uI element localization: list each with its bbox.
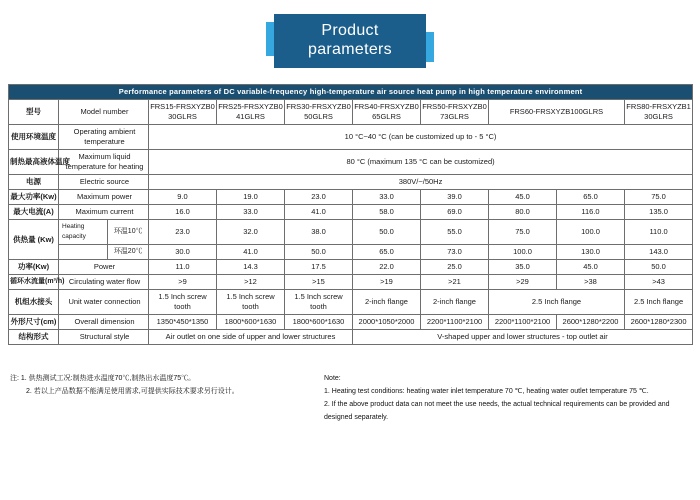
cell-heating-capacity-10c: 110.0 bbox=[625, 220, 693, 245]
model-cell: FRS30-FRSXYZB050GLRS bbox=[285, 100, 353, 125]
cell-maximum-power: 33.0 bbox=[353, 190, 421, 205]
row-value-ambient-temperature: 10 °C~40 °C (can be customized up to - 5 °C) bbox=[149, 125, 693, 150]
table-row-model bbox=[9, 100, 693, 125]
cell-power: 50.0 bbox=[625, 260, 693, 275]
row-label-en-maximum-power: Maximum power bbox=[59, 190, 149, 205]
note-cn-line: 2. 若以上产品数据不能满足使用需求,可提供实际技术要求另行设计。 bbox=[26, 388, 239, 395]
cell-power: 25.0 bbox=[421, 260, 489, 275]
row-label-cn-overall-dimension: 外形尺寸(cm) bbox=[9, 315, 59, 330]
row-label-cn-model: 型号 bbox=[9, 100, 59, 125]
cell-heating-capacity-10c: 75.0 bbox=[489, 220, 557, 245]
table-row-electric-source bbox=[9, 175, 693, 190]
cell-maximum-current: 16.0 bbox=[149, 205, 217, 220]
cell-maximum-power: 75.0 bbox=[625, 190, 693, 205]
cell-maximum-current: 135.0 bbox=[625, 205, 693, 220]
cell-heating-capacity-20c: 143.0 bbox=[625, 245, 693, 260]
cell-maximum-power: 39.0 bbox=[421, 190, 489, 205]
cell-unit-water-connection: 2-inch flange bbox=[421, 290, 489, 315]
cell-circulating-water-flow: >29 bbox=[489, 275, 557, 290]
row-label-en-unit-water-connection: Unit water connection bbox=[59, 290, 149, 315]
cell-maximum-current: 33.0 bbox=[217, 205, 285, 220]
cell-heating-capacity-20c: 100.0 bbox=[489, 245, 557, 260]
cell-overall-dimension: 2200*1100*2100 bbox=[489, 315, 557, 330]
row-label-cn-maximum-current: 最大电流(A) bbox=[9, 205, 59, 220]
cell-maximum-power: 9.0 bbox=[149, 190, 217, 205]
table-row-maximum-power bbox=[9, 190, 693, 205]
cell-overall-dimension: 2600*1280*2200 bbox=[557, 315, 625, 330]
row-label-cn-ambient-temperature: 使用环境温度 bbox=[9, 125, 59, 150]
cell-maximum-power: 19.0 bbox=[217, 190, 285, 205]
cell-heating-capacity-20c: 41.0 bbox=[217, 245, 285, 260]
table-row-max-liquid-temperature bbox=[9, 150, 693, 175]
heating-capacity-sub-label-20c: 环温20℃ bbox=[113, 248, 143, 255]
cell-overall-dimension: 1350*450*1350 bbox=[149, 315, 217, 330]
cell-maximum-current: 58.0 bbox=[353, 205, 421, 220]
model-cell: FRS80-FRSXYZB130GLRS bbox=[625, 100, 693, 125]
cell-heating-capacity-20c: 65.0 bbox=[353, 245, 421, 260]
row-value-max-liquid-temperature: 80 °C (maximum 135 °C can be customized) bbox=[149, 150, 693, 175]
cell-power: 35.0 bbox=[489, 260, 557, 275]
cell-heating-capacity-10c: 38.0 bbox=[285, 220, 353, 245]
cell-structural-style: V-shaped upper and lower structures - top outlet air bbox=[353, 330, 693, 345]
row-label-en-model: Model number bbox=[59, 100, 149, 125]
table-caption-row bbox=[9, 85, 693, 100]
cell-circulating-water-flow: >38 bbox=[557, 275, 625, 290]
page-title bbox=[274, 14, 426, 68]
cell-unit-water-connection: 1.5 Inch screw tooth bbox=[285, 290, 353, 315]
cell-circulating-water-flow: >21 bbox=[421, 275, 489, 290]
cell-unit-water-connection: 1.5 Inch screw tooth bbox=[217, 290, 285, 315]
cell-maximum-current: 116.0 bbox=[557, 205, 625, 220]
cell-heating-capacity-20c: 30.0 bbox=[149, 245, 217, 260]
cell-overall-dimension: 2600*1280*2300 bbox=[625, 315, 693, 330]
page-title-line1: Product bbox=[321, 22, 379, 39]
table-row-maximum-current bbox=[9, 205, 693, 220]
table-row-circulating-water-flow bbox=[9, 275, 693, 290]
row-label-cn-maximum-power: 最大功率(Kw) bbox=[9, 190, 59, 205]
note-en-line: 1. Heating test conditions: heating water inlet temperature 70 ℃, heating water outlet temperature 75 ℃. bbox=[324, 388, 649, 395]
page-title-line2: parameters bbox=[308, 41, 392, 58]
table-row-heating-capacity-10c bbox=[9, 220, 693, 245]
cell-circulating-water-flow: >19 bbox=[353, 275, 421, 290]
cell-power: 45.0 bbox=[557, 260, 625, 275]
cell-circulating-water-flow: >12 bbox=[217, 275, 285, 290]
cell-heating-capacity-20c: 50.0 bbox=[285, 245, 353, 260]
model-cell: FRS40-FRSXYZB065GLRS bbox=[353, 100, 421, 125]
row-label-en-max-liquid-temperature: Maximum liquid temperature for heating bbox=[59, 150, 149, 175]
table-row-heating-capacity-20c bbox=[9, 245, 693, 260]
cell-power: 22.0 bbox=[353, 260, 421, 275]
cell-heating-capacity-10c: 55.0 bbox=[421, 220, 489, 245]
note-en-line: Note: bbox=[324, 375, 341, 382]
heating-capacity-en-label: Heating capacity bbox=[59, 220, 108, 244]
notes-section bbox=[10, 372, 694, 424]
cell-heating-capacity-20c: 73.0 bbox=[421, 245, 489, 260]
cell-unit-water-connection: 2.5 Inch flange bbox=[625, 290, 693, 315]
cell-power: 11.0 bbox=[149, 260, 217, 275]
cell-unit-water-connection: 2-inch flange bbox=[353, 290, 421, 315]
row-label-en-structural-style: Structural style bbox=[59, 330, 149, 345]
title-accent-right-bar bbox=[426, 32, 434, 62]
cell-overall-dimension: 1800*600*1630 bbox=[285, 315, 353, 330]
cell-heating-capacity-10c: 50.0 bbox=[353, 220, 421, 245]
row-label-en-ambient-temperature: Operating ambient temperature bbox=[59, 125, 149, 150]
cell-circulating-water-flow: >9 bbox=[149, 275, 217, 290]
row-label-cn-heating-capacity: 供热量 (Kw) bbox=[9, 220, 59, 260]
table-row-power bbox=[9, 260, 693, 275]
model-cell: FRS50-FRSXYZB073GLRS bbox=[421, 100, 489, 125]
cell-power: 17.5 bbox=[285, 260, 353, 275]
cell-circulating-water-flow: >43 bbox=[625, 275, 693, 290]
cell-overall-dimension: 2000*1050*2000 bbox=[353, 315, 421, 330]
row-label-cn-unit-water-connection: 机组水接头 bbox=[9, 290, 59, 315]
cell-unit-water-connection: 2.5 Inch flange bbox=[489, 290, 625, 315]
row-label-cn-power: 功率(Kw) bbox=[9, 260, 59, 275]
cell-maximum-power: 65.0 bbox=[557, 190, 625, 205]
page-title-container bbox=[0, 14, 700, 68]
row-label-en-overall-dimension: Overall dimension bbox=[59, 315, 149, 330]
note-cn-line: 注: 1. 供热测试工况:制热进水温度70℃,制热出水温度75℃。 bbox=[10, 375, 196, 382]
cell-maximum-current: 41.0 bbox=[285, 205, 353, 220]
row-label-en-circulating-water-flow: Circulating water flow bbox=[59, 275, 149, 290]
cell-maximum-current: 69.0 bbox=[421, 205, 489, 220]
cell-heating-capacity-10c: 100.0 bbox=[557, 220, 625, 245]
row-label-en-electric-source: Electric source bbox=[59, 175, 149, 190]
cell-heating-capacity-10c: 32.0 bbox=[217, 220, 285, 245]
cell-circulating-water-flow: >15 bbox=[285, 275, 353, 290]
table-row-ambient-temperature bbox=[9, 125, 693, 150]
spec-table bbox=[8, 84, 693, 345]
model-cell: FRS60-FRSXYZB100GLRS bbox=[489, 100, 625, 125]
heating-capacity-sub-label-10c: 环温10℃ bbox=[113, 228, 143, 235]
cell-maximum-current: 80.0 bbox=[489, 205, 557, 220]
cell-heating-capacity-10c: 23.0 bbox=[149, 220, 217, 245]
spec-table-container bbox=[8, 84, 692, 345]
note-en-line: 2. If the above product data can not meet the use needs, the actual technical requirements can be provided and designed separately. bbox=[324, 401, 670, 421]
table-caption: Performance parameters of DC variable-frequency high-temperature air source heat pump in high temperature environment bbox=[9, 85, 693, 100]
cell-heating-capacity-20c: 130.0 bbox=[557, 245, 625, 260]
row-label-en-maximum-current: Maximum current bbox=[59, 205, 149, 220]
title-accent-left-bar bbox=[266, 22, 274, 56]
table-row-unit-water-connection bbox=[9, 290, 693, 315]
cell-overall-dimension: 1800*600*1630 bbox=[217, 315, 285, 330]
notes-english bbox=[324, 372, 684, 424]
notes-chinese bbox=[10, 372, 310, 424]
row-value-electric-source: 380V/~/50Hz bbox=[149, 175, 693, 190]
model-cell: FRS15-FRSXYZB030GLRS bbox=[149, 100, 217, 125]
row-label-en-heating-capacity-20c bbox=[59, 245, 149, 260]
cell-maximum-power: 23.0 bbox=[285, 190, 353, 205]
table-row-overall-dimension bbox=[9, 315, 693, 330]
cell-maximum-power: 45.0 bbox=[489, 190, 557, 205]
row-label-en-heating-capacity bbox=[59, 220, 149, 245]
cell-structural-style: Air outlet on one side of upper and lower structures bbox=[149, 330, 353, 345]
table-row-structural-style bbox=[9, 330, 693, 345]
cell-overall-dimension: 2200*1100*2100 bbox=[421, 315, 489, 330]
row-label-cn-circulating-water-flow: 循环水流量(m³/h) bbox=[9, 275, 59, 290]
row-label-cn-max-liquid-temperature: 制热最高液体温度 bbox=[9, 150, 59, 175]
row-label-cn-structural-style: 结构形式 bbox=[9, 330, 59, 345]
row-label-en-power: Power bbox=[59, 260, 149, 275]
model-cell: FRS25-FRSXYZB041GLRS bbox=[217, 100, 285, 125]
row-label-cn-electric-source: 电源 bbox=[9, 175, 59, 190]
cell-unit-water-connection: 1.5 Inch screw tooth bbox=[149, 290, 217, 315]
cell-power: 14.3 bbox=[217, 260, 285, 275]
